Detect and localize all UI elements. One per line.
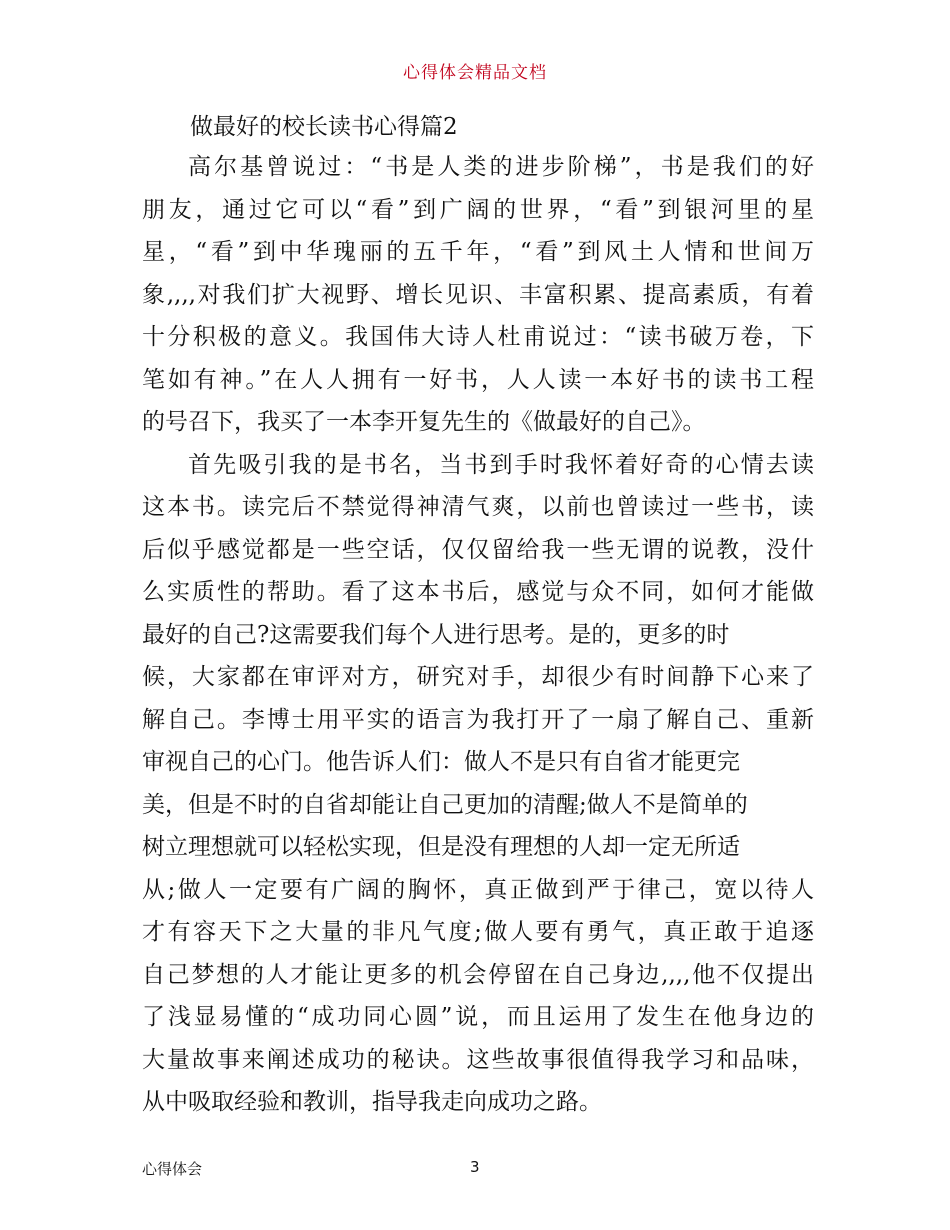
text-line: 自己梦想的人才能让更多的机会停留在自己身边,,,,他不仅提出 bbox=[142, 961, 814, 988]
text-line: 解自己。李博士用平实的语言为我打开了一扇了解自己、重新 bbox=[142, 706, 814, 733]
text-line: 才有容天下之大量的非凡气度;做人要有勇气，真正敢于追逐 bbox=[142, 919, 814, 945]
text-line: 这本书。读完后不禁觉得神清气爽，以前也曾读过一些书，读 bbox=[142, 494, 814, 520]
text-line: 审视自己的心门。他告诉人们：做人不是只有自省才能更完 bbox=[142, 749, 740, 775]
text-line: 星，“看”到中华瑰丽的五千年，“看”到风土人情和世间万 bbox=[142, 239, 814, 265]
text-line: 高尔基曾说过：“书是人类的进步阶梯”，书是我们的好 bbox=[188, 154, 814, 180]
text-line: 从中吸取经验和教训，指导我走向成功之路。 bbox=[142, 1089, 602, 1115]
text-line: 从;做人一定要有广阔的胸怀，真正做到严于律己，宽以待人 bbox=[142, 876, 814, 903]
paragraph-1 bbox=[142, 146, 814, 444]
text-line: 后似乎感觉都是一些空话，仅仅留给我一些无谓的说教，没什 bbox=[142, 536, 814, 563]
text-line: 朋友，通过它可以“看”到广阔的世界，“看”到银河里的星 bbox=[142, 196, 814, 223]
page-header: 心得体会精品文档 bbox=[403, 63, 547, 83]
text-line: 十分积极的意义。我国伟大诗人杜甫说过：“读书破万卷，下 bbox=[142, 324, 814, 350]
text-line: 么实质性的帮助。看了这本书后，感觉与众不同，如何才能做 bbox=[142, 579, 814, 605]
text-line: 树立理想就可以轻松实现，但是没有理想的人却一定无所适 bbox=[142, 834, 740, 860]
footer-label: 心得体会 bbox=[142, 1160, 203, 1178]
document-title: 做最好的校长读书心得篇2 bbox=[190, 114, 458, 140]
text-line: 美，但是不时的自省却能让自己更加的清醒;做人不是简单的 bbox=[142, 791, 748, 818]
text-line: 大量故事来阐述成功的秘诀。这些故事很值得我学习和品味， bbox=[142, 1046, 814, 1073]
text-line: 笔如有神。”在人人拥有一好书，人人读一本好书的读书工程 bbox=[142, 366, 814, 393]
text-line: 的号召下，我买了一本李开复先生的《做最好的自己》。 bbox=[142, 409, 706, 435]
text-line: 最好的自己?这需要我们每个人进行思考。是的，更多的时 bbox=[142, 621, 730, 648]
document-body bbox=[142, 108, 814, 1124]
text-line: 象,,,,对我们扩大视野、增长见识、丰富积累、提高素质，有着 bbox=[142, 281, 814, 308]
page-number: 3 bbox=[470, 1158, 480, 1176]
text-line: 了浅显易懂的“成功同心圆”说，而且运用了发生在他身边的 bbox=[142, 1004, 814, 1030]
text-line: 首先吸引我的是书名，当书到手时我怀着好奇的心情去读 bbox=[188, 451, 814, 478]
paragraph-2 bbox=[142, 444, 814, 1124]
text-line: 候，大家都在审评对方，研究对手，却很少有时间静下心来了 bbox=[142, 664, 814, 690]
